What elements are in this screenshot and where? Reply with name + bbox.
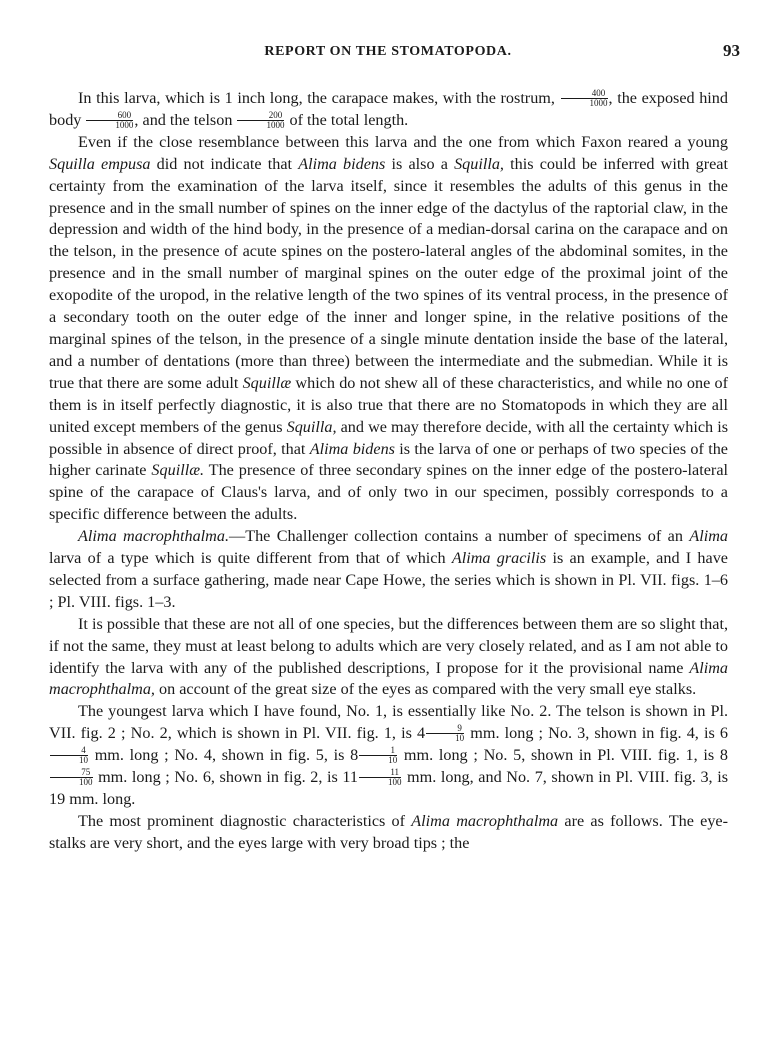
fraction: $\frac{11}{100}$ [359, 768, 402, 787]
page-number: 93 [723, 41, 740, 60]
page-header [0, 41, 776, 68]
fraction: $\frac{400}{1000}$ [561, 89, 608, 108]
fraction: $\frac{600}{1000}$ [86, 111, 133, 130]
fraction: $\frac{75}{100}$ [50, 768, 93, 787]
fraction: $\frac{4}{10}$ [50, 746, 88, 765]
paragraph-provisional-name: It is possible that these are not all of one species, but the differences between them are so slight that, if not the same, they must at least belong to adults which are very closely related, and as I am not able to identify the larva with any of the published descriptions, I propose for it the provisional name Alima macrophthalma, on account of the great size of the eyes as compared with the very small eye stalks. [49, 614, 728, 699]
paragraph-larva-sizes: The youngest larva which I have found, No. 1, is essentially like No. 2. The telson is shown in Pl. VII. fig. 2 ; No. 2, which is shown in Pl. VII. fig. 1, is 4 $\frac{9}{10}$ mm. long ; No. 3, shown in fig. 4, is 6 $\frac{4}{10}$ mm. long ; No. 4, shown in fig. 5, is 8 $\frac{1}{10}$ mm. long ; No. 5, shown in Pl. VIII. fig. 1, is 8 $\frac{75}{100}$ mm. long ; No. 6, shown in fig. 2, is 11 $\frac{11}{100}$ mm. long, and No. 7, shown in Pl. VIII. fig. 3, is 19 mm. long. [49, 702, 729, 808]
running-title: REPORT ON THE STOMATOPODA. [264, 44, 512, 59]
paragraph-squilla-resemblance: Even if the close resemblance between this larva and the one from which Faxon reared a young Squilla empusa did not indicate that Alima bidens is also a Squilla, this could be inferred with great certainty from the examination of the larva itself, since it resembles the adults of this genus in the presence and in the small number of spines on the inner edge of the dactylus of the raptorial claw, in the depression and width of the hind body, in the presence of a median-dorsal carina on the carapace and on the telson, in the presence of acute spines on the postero-lateral angles of the abdominal somites, in the presence and in the small number of marginal spines on the outer edge of the proximal joint of the exopodite of the uropod, in the relative length of the two spines of its ventral process, in the presence of a secondary tooth on the outer edge of the inner and longer spine, in the relative positions of the marginal spines of the telson, in the presence of a single minute dentation inside the base of the lateral, and a number of dentations (more than three) between the intermediate and the submedian. While it is true that there are some adult Squillæ which do not shew all of these characteristics, and while no one of them is in itself perfectly diagnostic, it is also true that there are no Stomatopods in which they are all united except members of the genus Squilla, and we may therefore decide, with all the certainty which is possible in absence of direct proof, that Alima bidens is the larva of one or perhaps of two species of the higher carinate Squillæ. The presence of three secondary spines on the inner edge of the postero-lateral spine of the carapace of Claus's larva, and of only two in our specimen, possibly corresponds to a specific difference between the adults. [49, 132, 729, 524]
fraction: $\frac{200}{1000}$ [237, 111, 284, 130]
paragraph-alima-macrophthalma: Alima macrophthalma.—The Challenger collection contains a number of specimens of an Alima larva of a type which is quite different from that of which Alima gracilis is an example, and I have selected from a surface gathering, made near Cape Howe, the series which is shown in Pl. VII. figs. 1–6 ; Pl. VIII. figs. 1–3. [49, 527, 728, 611]
paragraph-diagnostic-characteristics: The most prominent diagnostic characteristics of Alima macrophthalma are as follows. The eye-stalks are very short, and the eyes large with very broad tips ; the [49, 811, 728, 852]
fraction: $\frac{9}{10}$ [426, 724, 464, 743]
body-text [49, 88, 728, 855]
fraction: $\frac{1}{10}$ [359, 746, 397, 765]
paragraph-larva-proportions: In this larva, which is 1 inch long, the carapace makes, with the rostrum, $\frac{400}{1000}$ , the exposed hind body $\frac{600}{1000}$ , and the telson $\frac{200}{1000}$ of the total length. [49, 87, 728, 130]
